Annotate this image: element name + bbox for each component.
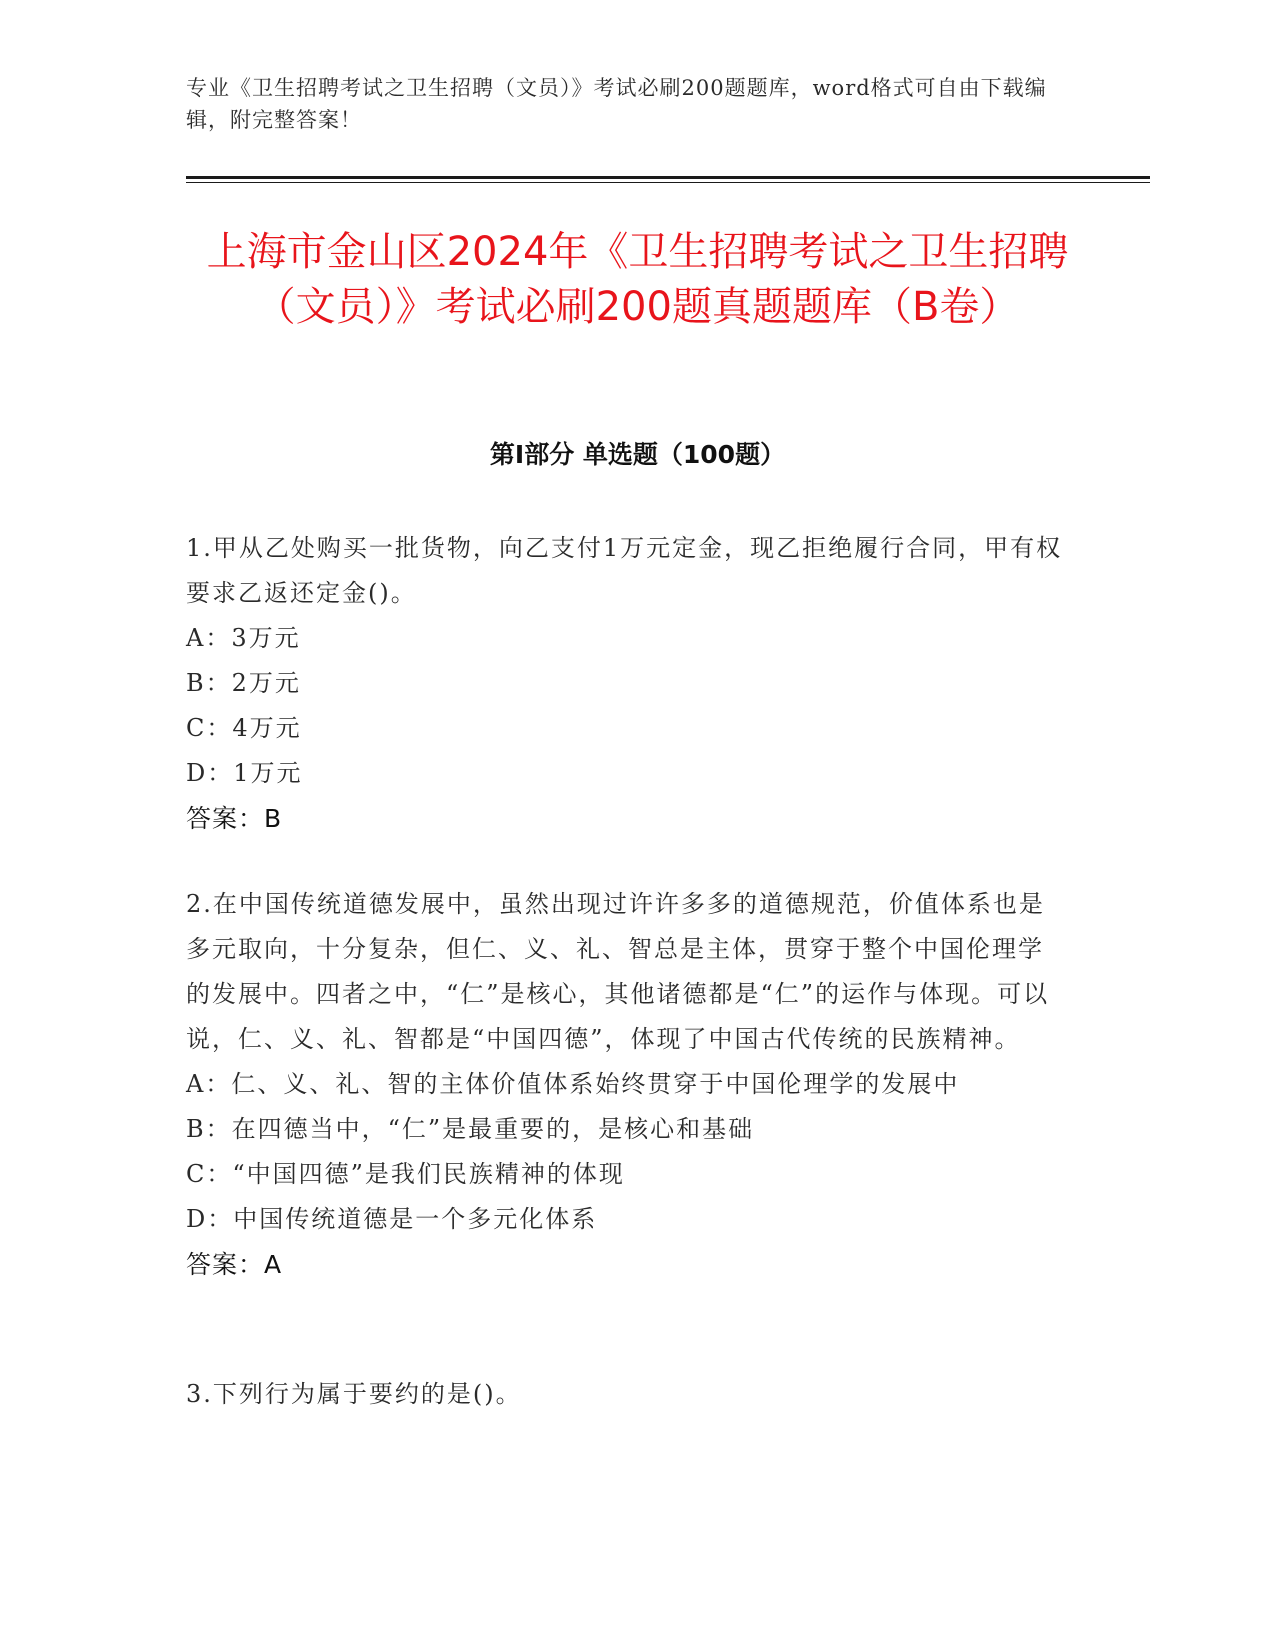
question-1	[186, 526, 1066, 841]
document-title: 上海市金山区2024年《卫生招聘考试之卫生招聘（文员）》考试必刷200题真题题库（B卷）	[206, 229, 1069, 330]
option-d: D：中国传统道德是一个多元化体系	[186, 1205, 598, 1233]
option-a: A：3万元	[186, 624, 301, 652]
answer: 答案：A	[186, 1250, 283, 1279]
question-stem: 1.甲从乙处购买一批货物，向乙支付1万元定金，现乙拒绝履行合同，甲有权要求乙返还定金()。	[186, 534, 1063, 607]
header-divider-thin	[186, 182, 1150, 183]
question-3	[186, 1372, 1066, 1417]
header-note: 专业《卫生招聘考试之卫生招聘（文员）》考试必刷200题题库，word格式可自由下载编辑，附完整答案！	[186, 76, 1047, 132]
option-b: B：2万元	[186, 669, 301, 697]
question-2	[186, 882, 1066, 1287]
answer: 答案：B	[186, 804, 283, 833]
option-a: A：仁、义、礼、智的主体价值体系始终贯穿于中国伦理学的发展中	[186, 1070, 960, 1098]
option-c: C：“中国四德”是我们民族精神的体现	[186, 1160, 625, 1188]
question-stem: 2.在中国传统道德发展中，虽然出现过许许多多的道德规范，价值体系也是多元取向，十分复杂，但仁、义、礼、智总是主体，贯穿于整个中国伦理学的发展中。四者之中，“仁”是核心，其他诸德都是“仁”的运作与体现。可以说，仁、义、礼、智都是“中国四德”，体现了中国古代传统的民族精神。	[186, 890, 1050, 1053]
section-heading: 第Ⅰ部分 单选题（100题）	[489, 440, 786, 469]
option-d: D：1万元	[186, 759, 303, 787]
option-b: B：在四德当中，“仁”是最重要的，是核心和基础	[186, 1115, 755, 1143]
header-divider-thick	[186, 176, 1150, 179]
question-stem: 3.下列行为属于要约的是()。	[186, 1380, 522, 1408]
option-c: C：4万元	[186, 714, 302, 742]
